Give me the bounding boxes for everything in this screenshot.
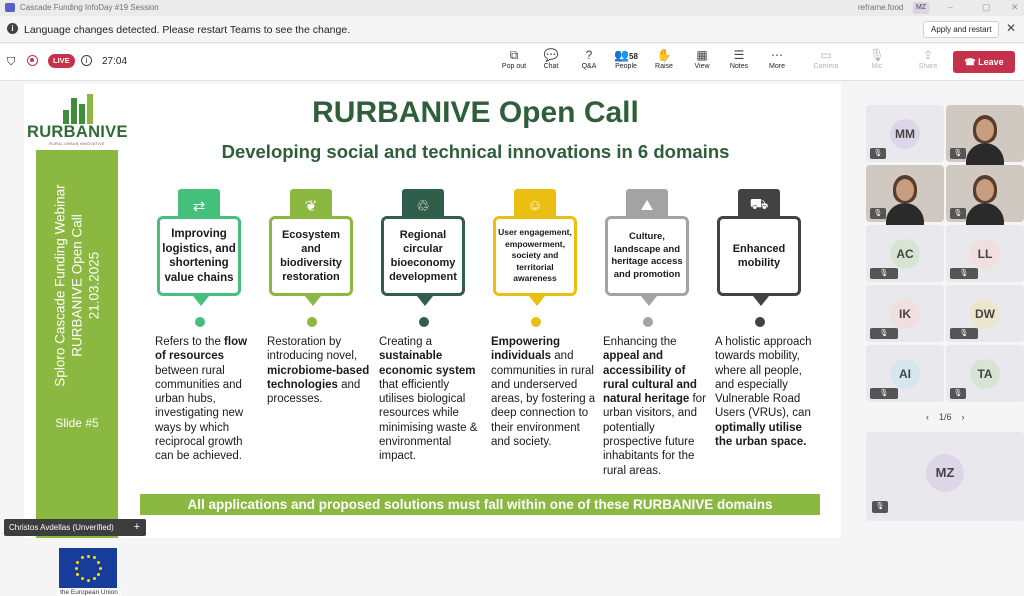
eu-star xyxy=(93,556,96,559)
window-title: Cascade Funding InfoDay #19 Session xyxy=(20,3,159,12)
speaker-label xyxy=(4,519,146,536)
participant-tile[interactable] xyxy=(866,285,944,342)
people-icon: 👥58 xyxy=(614,48,638,62)
participant-tile[interactable] xyxy=(866,225,944,282)
speaker-name: Christos Avdellas (Unverified) xyxy=(9,523,114,532)
eu-star xyxy=(87,579,90,582)
participant-avatar: DW xyxy=(970,299,1000,329)
domain-description xyxy=(267,335,373,406)
domain-description xyxy=(379,335,485,464)
domain-icon: ⇄ xyxy=(178,189,220,222)
domain-icon: ❦ xyxy=(290,189,332,222)
more-icon: ⋯ xyxy=(771,48,783,62)
emphasis-text: sustainable economic system xyxy=(379,350,476,377)
participant-avatar: MM xyxy=(890,119,920,149)
slide-subtitle: Developing social and technical innovations in 6 domains xyxy=(221,141,730,162)
domain-description xyxy=(715,335,821,449)
people-count: 58 xyxy=(629,52,638,61)
participant-tile[interactable] xyxy=(946,165,1024,222)
card-pointer xyxy=(641,296,657,306)
tool-label: More xyxy=(769,63,785,70)
tool-more[interactable] xyxy=(757,48,797,70)
mic-off-icon: 🎙 xyxy=(870,268,898,279)
domain-card xyxy=(157,216,241,296)
add-icon[interactable]: + xyxy=(133,521,140,533)
eu-star xyxy=(87,555,90,558)
participant-tile[interactable] xyxy=(946,345,1024,402)
body-text: Refers to the xyxy=(155,336,225,348)
eu-star xyxy=(97,561,100,564)
domain-dot xyxy=(531,317,541,327)
org-name[interactable]: reframe.food xyxy=(858,3,904,12)
card-pointer xyxy=(529,296,545,306)
recording-icon xyxy=(27,55,38,66)
domain-card xyxy=(381,216,465,296)
slide-title: RURBANIVE Open Call xyxy=(312,96,639,129)
tool-camera[interactable] xyxy=(806,48,846,70)
eu-star xyxy=(81,556,84,559)
mic-off-icon: 🎙 xyxy=(950,148,966,159)
hand-icon: ✋ xyxy=(656,48,672,62)
tool-label: Share xyxy=(918,63,938,70)
mic-off-icon: 🎙 xyxy=(870,328,898,339)
emphasis-text: appeal and accessibility of rural cultural and natural heritage xyxy=(603,350,697,406)
gallery-pager[interactable]: ‹ 1/6 › xyxy=(926,412,965,422)
dismiss-icon[interactable]: ✕ xyxy=(1006,21,1017,35)
mic-off-icon: 🎙 xyxy=(950,208,966,219)
video-feed xyxy=(896,179,914,201)
body-text: Creating a xyxy=(379,336,433,348)
eu-star xyxy=(97,573,100,576)
domain-card xyxy=(605,216,689,296)
participant-avatar: TA xyxy=(970,359,1000,389)
self-avatar: MZ xyxy=(926,454,964,492)
participant-avatar: LL xyxy=(970,239,1000,269)
domain-label: Ecosystem and biodiversity restoration xyxy=(280,229,342,283)
slide-number: Slide #5 xyxy=(55,416,99,430)
domain-dot xyxy=(643,317,653,327)
video-feed xyxy=(966,143,1004,165)
body-text: and processes. xyxy=(267,378,361,406)
tool-label: Raise xyxy=(655,63,673,70)
webinar-date: 21.03.2025 xyxy=(86,251,102,320)
domain-description xyxy=(155,335,261,464)
call-title: RURBANIVE Open Call xyxy=(69,214,85,357)
notes-icon: ☰ xyxy=(733,48,745,62)
participant-tile[interactable] xyxy=(866,105,944,162)
tool-label: Q&A xyxy=(581,63,597,70)
video-feed xyxy=(886,203,924,225)
mic-off-icon: 🎙 xyxy=(870,208,886,219)
tool-label: Chat xyxy=(543,63,559,70)
body-text: Restoration by introducing novel, xyxy=(267,336,358,363)
body-text: A holistic approach towards mobility, where all people, and especially Vulnerable Road Users (VRUs), can xyxy=(715,336,812,420)
emphasis-text: optimally utilise the urban space. xyxy=(715,421,807,449)
chat-icon: 💬 xyxy=(543,48,559,62)
domain-card xyxy=(493,216,577,296)
tool-label: People xyxy=(615,63,637,70)
shield-icon[interactable]: ⛉ xyxy=(7,56,16,68)
mic-off-icon: 🎙 xyxy=(950,328,978,339)
domain-card xyxy=(269,216,353,296)
body-text: between rural communities and urban hubs, investigating new ways by which reciprocal growth can be achieved. xyxy=(155,364,244,463)
eu-star xyxy=(76,573,79,576)
card-pointer xyxy=(753,296,769,306)
video-feed xyxy=(966,203,1004,225)
meeting-toolbar xyxy=(0,44,1024,81)
banner-message: Language changes detected. Please restart Teams to see the change. xyxy=(24,24,351,36)
mic-off-icon: 🎙 xyxy=(870,388,898,399)
slide-sidebar xyxy=(36,150,118,596)
participant-tile[interactable] xyxy=(946,285,1024,342)
self-video-tile[interactable] xyxy=(866,432,1024,521)
eu-flag xyxy=(59,548,118,596)
rurbanive-logo xyxy=(27,92,127,152)
domain-icon: ⛟ xyxy=(738,189,780,222)
card-pointer xyxy=(305,296,321,306)
leave-button[interactable]: ☎ Leave xyxy=(953,51,1015,73)
share-icon: ⇪ xyxy=(922,48,934,62)
card-pointer xyxy=(193,296,209,306)
gallery-page: 1/6 xyxy=(939,412,952,422)
maximize-icon[interactable]: ▢ xyxy=(982,2,991,12)
info-icon: i xyxy=(7,23,18,34)
body-text: for urban visitors, and potentially prospective future inhabitants for the rural areas. xyxy=(603,393,706,477)
domain-icon: ☺ xyxy=(514,189,556,222)
mic-off-icon: 🎙 xyxy=(872,501,888,513)
video-feed xyxy=(976,119,994,141)
tool-notes[interactable] xyxy=(719,48,759,70)
eu-star xyxy=(99,567,102,570)
participant-tile[interactable] xyxy=(866,345,944,402)
sidebar-text xyxy=(52,155,103,417)
tool-chat[interactable] xyxy=(531,48,571,70)
leave-label: Leave xyxy=(978,57,1004,67)
domain-icon: ♲ xyxy=(402,189,444,222)
participant-avatar: IK xyxy=(890,299,920,329)
body-text: Enhancing the xyxy=(603,336,677,348)
tool-view[interactable] xyxy=(682,48,722,70)
participant-tile[interactable] xyxy=(946,105,1024,162)
domain-description xyxy=(603,335,709,478)
participant-avatar: AI xyxy=(890,359,920,389)
domain-label: User engagement, empowerment, society and territorial awareness xyxy=(498,227,572,284)
teams-icon xyxy=(5,3,15,12)
meeting-info-icon[interactable]: i xyxy=(81,55,92,66)
tool-raise[interactable] xyxy=(644,48,684,70)
mic-off-icon: 🎙 xyxy=(870,148,886,159)
camera-icon: ▭ xyxy=(820,48,832,62)
tool-label: View xyxy=(694,63,710,70)
title-bar xyxy=(0,0,1024,16)
tool-label: Mic xyxy=(871,63,883,70)
domain-label: Enhanced mobility xyxy=(732,243,786,269)
webinar-title: Sploro Cascade Funding Webinar xyxy=(52,184,68,387)
mic-off-icon: 🎙 xyxy=(950,268,978,279)
domain-label: Culture, landscape and heritage access and promotion xyxy=(611,231,683,280)
card-pointer xyxy=(417,296,433,306)
eu-star xyxy=(76,561,79,564)
tool-pop-out[interactable] xyxy=(494,48,534,70)
eu-star xyxy=(75,567,78,570)
domain-icon: ⛰ xyxy=(626,189,668,222)
presentation-slide xyxy=(24,84,841,596)
grid-icon: ▦ xyxy=(696,48,708,62)
tool-mic[interactable] xyxy=(857,48,897,70)
logo-tagline: RURAL URBAN INNOVATIVE xyxy=(49,142,105,146)
participant-tile[interactable] xyxy=(946,225,1024,282)
video-feed xyxy=(976,179,994,201)
tool-people[interactable] xyxy=(606,48,646,70)
emphasis-text: microbiome-based technologies xyxy=(267,364,370,391)
domain-dot xyxy=(755,317,765,327)
notification-banner xyxy=(0,16,1024,43)
domain-dot xyxy=(195,317,205,327)
eu-star xyxy=(81,577,84,580)
domain-label: Regional circular bioeconomy development xyxy=(389,229,457,283)
body-text: that efficiently utilises biological resources while minimising waste & environmental impact. xyxy=(379,378,478,463)
tool-label: Pop out xyxy=(501,63,527,70)
domain-card xyxy=(717,216,801,296)
participant-tile[interactable] xyxy=(866,165,944,222)
meeting-timer: 27:04 xyxy=(102,56,128,67)
live-badge: LIVE xyxy=(48,54,75,68)
tool-q-a[interactable] xyxy=(569,48,609,70)
mic-off-icon: 🎙 xyxy=(950,388,966,399)
mic-icon: 🎙 xyxy=(869,48,885,62)
emphasis-text: flow of resources xyxy=(155,336,248,363)
domain-label: Improving logistics, and shortening value chains xyxy=(162,228,236,284)
apply-restart-button[interactable]: Apply and restart xyxy=(923,21,999,38)
tool-label: Notes xyxy=(729,63,749,70)
emphasis-text: Empowering individuals xyxy=(491,336,561,363)
close-icon[interactable]: ✕ xyxy=(1011,2,1019,12)
eu-star xyxy=(93,577,96,580)
tool-label: Camera xyxy=(813,63,839,70)
domain-dot xyxy=(419,317,429,327)
domain-dot xyxy=(307,317,317,327)
user-avatar[interactable]: MZ xyxy=(913,2,929,14)
popout-icon: ⧉ xyxy=(509,48,519,62)
participant-avatar: AC xyxy=(890,239,920,269)
eu-caption: the European Union xyxy=(57,589,121,596)
qa-icon: ? xyxy=(585,48,593,62)
domain-description xyxy=(491,335,597,449)
tool-share[interactable] xyxy=(908,48,948,70)
logo-wordmark: RURBANIVE xyxy=(27,123,128,141)
slide-footer: All applications and proposed solutions must fall within one of these RURBANIVE domains xyxy=(140,494,820,515)
body-text: and communities in rural and underserved areas, by fostering a deep connection to their environment and society. xyxy=(491,350,596,449)
minimize-icon[interactable]: – xyxy=(948,2,954,12)
